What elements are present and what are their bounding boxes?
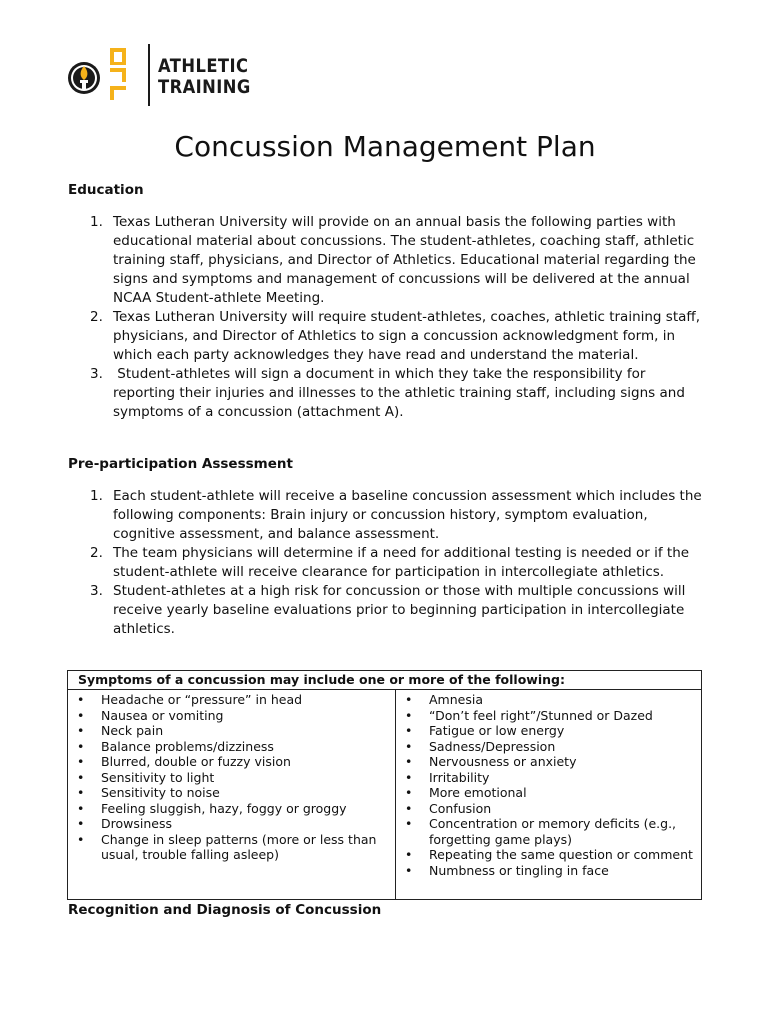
bullet-icon: • <box>77 723 85 738</box>
symptom-text: Amnesia <box>429 692 483 707</box>
symptom-text: Feeling sluggish, hazy, foggy or groggy <box>101 800 347 816</box>
symptom-item <box>396 816 701 847</box>
bullet-icon: • <box>405 769 413 785</box>
bullet-icon: • <box>405 785 413 800</box>
logo-line-training: TRAINING <box>158 76 251 98</box>
symptom-text: Sensitivity to noise <box>101 785 220 800</box>
symptoms-left-column <box>68 689 396 899</box>
bullet-icon: • <box>77 800 85 816</box>
bullet-icon: • <box>405 723 413 738</box>
symptoms-columns <box>68 689 701 899</box>
symptom-item <box>68 708 395 724</box>
symptom-text: More emotional <box>429 785 527 800</box>
symptom-text: Balance problems/dizziness <box>101 738 274 754</box>
bullet-icon: • <box>77 769 85 785</box>
symptom-item <box>68 816 395 832</box>
symptom-text: Nervousness or anxiety <box>429 754 577 769</box>
symptom-text: Drowsiness <box>101 816 172 831</box>
symptom-text: Change in sleep patterns (more or less than usual, trouble falling asleep) <box>101 831 377 862</box>
symptom-item <box>68 739 395 755</box>
bullet-icon: • <box>77 816 85 831</box>
symptom-item <box>68 832 395 863</box>
bullet-icon: • <box>405 847 413 862</box>
symptom-item <box>396 754 701 770</box>
bullet-icon: • <box>77 754 85 769</box>
symptom-item <box>396 692 701 708</box>
list-item: 3. Student-athletes at a high risk for concussion or those with multiple concussions will receive yearly baseline evaluations prior to beginning participation in intercollegiate athletics. <box>90 583 686 637</box>
symptom-item <box>396 723 701 739</box>
symptom-text: Confusion <box>429 800 492 816</box>
symptom-item <box>396 785 701 801</box>
symptom-text: “Don’t feel right”/Stunned or Dazed <box>429 707 653 723</box>
symptom-text: Numbness or tingling in face <box>429 862 609 878</box>
symptom-text: Sensitivity to light <box>101 769 215 785</box>
symptom-text: Neck pain <box>101 723 164 738</box>
page-title: Concussion Management Plan <box>174 130 596 163</box>
list-item: 2. The team physicians will determine if a need for additional testing is needed or if the student-athlete will receive clearance for participation in intercollegiate athletics. <box>90 545 690 580</box>
recognition-heading: Recognition and Diagnosis of Concussion <box>68 902 382 918</box>
symptom-item <box>68 692 395 708</box>
education-heading: Education <box>68 182 144 198</box>
bullet-icon: • <box>77 785 85 800</box>
symptoms-left-list <box>68 689 395 863</box>
symptoms-table <box>67 670 702 900</box>
symptom-item <box>396 708 701 724</box>
symptoms-right-list <box>396 689 701 878</box>
symptom-text: Headache or “pressure” in head <box>101 692 303 707</box>
symptom-item <box>68 754 395 770</box>
bullet-icon: • <box>405 800 413 816</box>
bullet-icon: • <box>77 707 85 723</box>
bullet-icon: • <box>405 816 413 831</box>
bullet-icon: • <box>405 754 413 769</box>
symptom-item <box>68 785 395 801</box>
symptom-item <box>396 801 701 817</box>
symptom-text: Blurred, double or fuzzy vision <box>101 754 291 769</box>
logo-wordmark <box>158 56 251 98</box>
symptoms-right-column <box>396 689 701 899</box>
symptom-text: Nausea or vomiting <box>101 707 224 723</box>
symptom-text: Concentration or memory deficits (e.g., forgetting game plays) <box>429 816 677 847</box>
symptom-item <box>68 801 395 817</box>
symptom-item <box>68 723 395 739</box>
symptom-text: Irritability <box>429 769 490 785</box>
bullet-icon: • <box>77 738 85 754</box>
symptom-text: Fatigue or low energy <box>429 723 565 738</box>
list-item: 1. Texas Lutheran University will provide on an annual basis the following parties with educational material about concussions. The student-athletes, coaching staff, athletic training staff, physicians, and Director of Athletics. Educational material regarding the signs and symptoms and management of concussions will be delivered at the annual NCAA Student-athlete Meeting. <box>90 214 696 306</box>
symptom-item <box>396 770 701 786</box>
logo-line-athletic: ATHLETIC <box>158 55 249 77</box>
bullet-icon: • <box>405 738 413 754</box>
bullet-icon: • <box>77 831 85 847</box>
list-item: 1. Each student-athlete will receive a baseline concussion assessment which includes the following components: Brain injury or concussion history, symptom evaluation, cognitive assessment, and balance assessment. <box>90 488 702 542</box>
education-list <box>68 213 708 422</box>
symptom-item <box>68 770 395 786</box>
symptom-item <box>396 739 701 755</box>
list-item: 3. Student-athletes will sign a document in which they take the responsibility for reporting their injuries and illnesses to the athletic training staff, including signs and symptoms of a concussion (attachment A). <box>90 366 690 420</box>
bullet-icon: • <box>77 692 85 707</box>
symptom-item <box>396 863 701 879</box>
symptoms-table-header: Symptoms of a concussion may include one or more of the following: <box>68 671 701 690</box>
bullet-icon: • <box>405 862 413 878</box>
symptom-text: Repeating the same question or comment <box>429 847 693 862</box>
bullet-icon: • <box>405 692 413 707</box>
list-item: 2. Texas Lutheran University will require student-athletes, coaches, athletic training staff, physicians, and Director of Athletics to sign a concussion acknowledgment form, in which each party acknowledges they have read and understand the material. <box>90 309 700 363</box>
preparticipation-heading: Pre-participation Assessment <box>68 456 293 472</box>
symptom-item <box>396 847 701 863</box>
bullet-icon: • <box>405 707 413 723</box>
preparticipation-list <box>68 487 708 639</box>
symptom-text: Sadness/Depression <box>429 738 556 754</box>
